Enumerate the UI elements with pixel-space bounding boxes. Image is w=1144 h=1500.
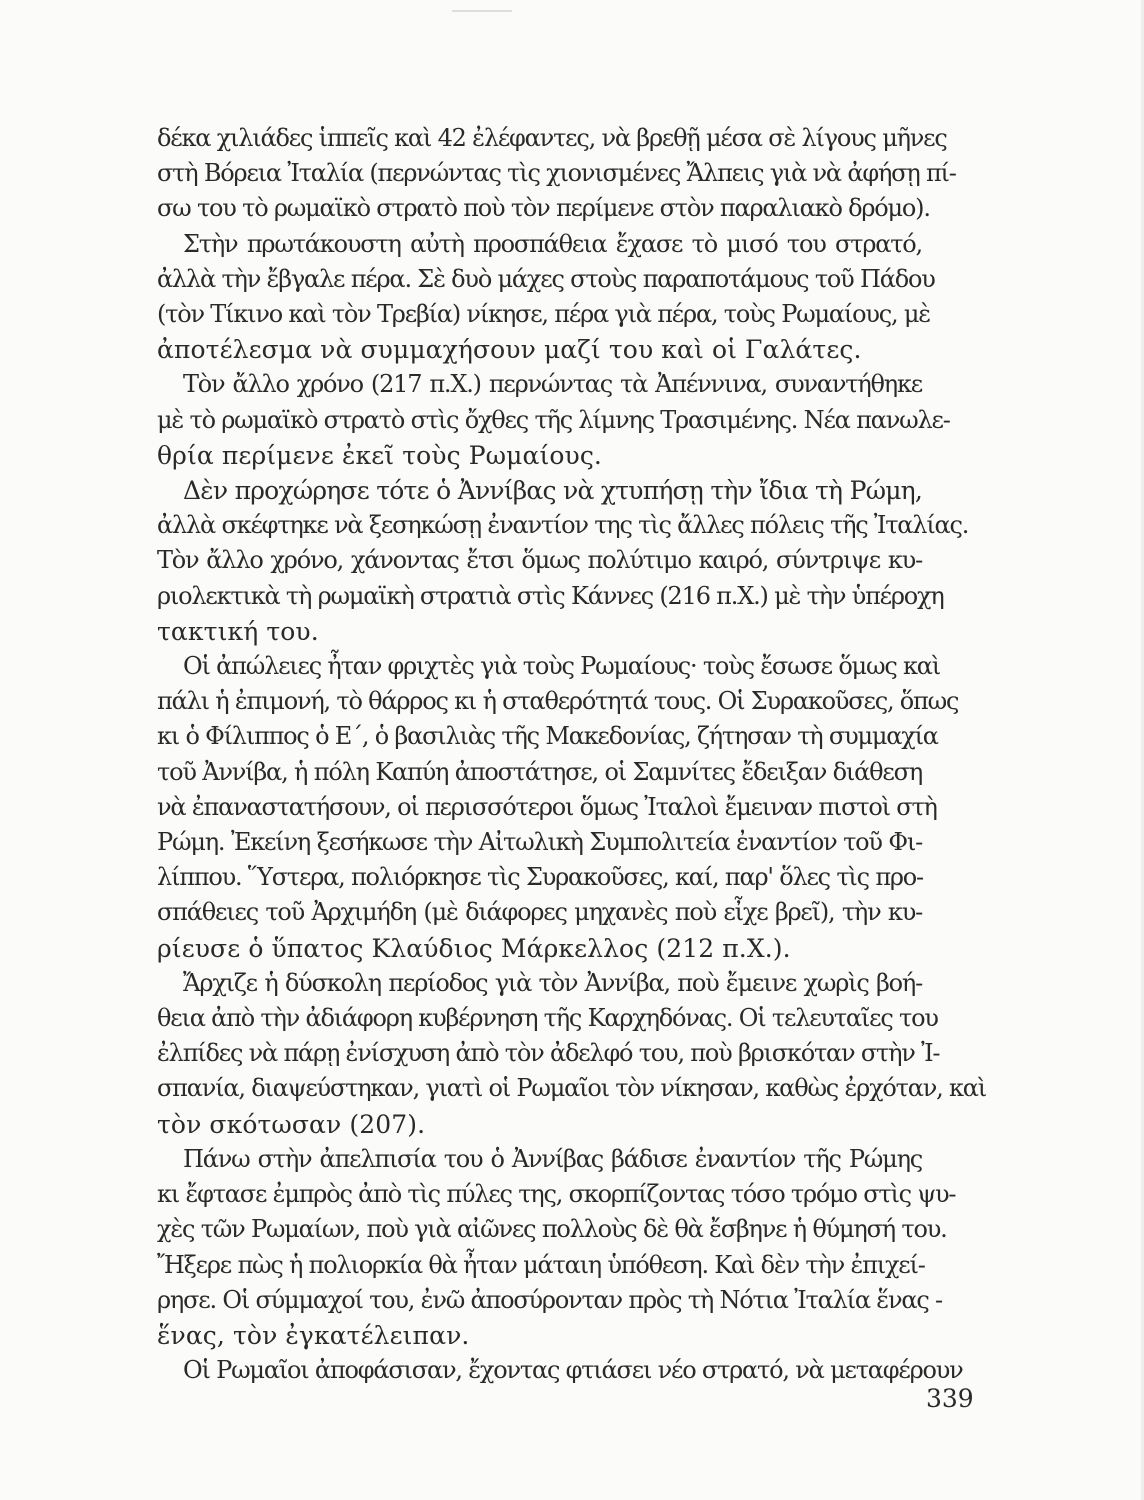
text-line: Στὴν πρωτάκουστη αὐτὴ προσπάθεια ἔχασε τὸ μισό του στρατό, bbox=[183, 229, 922, 258]
paragraph-7 bbox=[157, 1142, 956, 1353]
text-line: τοῦ Ἀννίβα, ἡ πόλη Καπύη ἀποστάτησε, οἱ Σαμνίτες ἔδειξαν διάθεση bbox=[157, 757, 922, 786]
text-line: ρίευσε ὁ ὕπατος Κλαύδιος Μάρκελλος (212 π.Χ.). bbox=[157, 933, 791, 963]
paragraph-6 bbox=[157, 966, 987, 1142]
paragraph-1 bbox=[157, 121, 956, 227]
paragraph-5 bbox=[157, 649, 959, 966]
text-line: κι ἔφτασε ἐμπρὸς ἀπὸ τὶς πύλες της, σκορπίζοντας τόσο τρόμο στὶς ψυ- bbox=[157, 1180, 956, 1209]
scan-mark bbox=[452, 10, 512, 12]
paragraph-2 bbox=[157, 227, 935, 368]
paragraph-3 bbox=[157, 367, 950, 473]
text-line: δέκα χιλιάδες ἱππεῖς καὶ 42 ἐλέφαντες, νὰ βρεθῇ μέσα σὲ λίγους μῆνες bbox=[157, 124, 947, 152]
text-line: στὴ Βόρεια Ἰταλία (περνώντας τὶς χιονισμένες Ἄλπεις γιὰ νὰ ἀφήσῃ πί- bbox=[157, 159, 956, 188]
text-line: σω του τὸ ρωμαϊκὸ στρατὸ ποὺ τὸν περίμενε στὸν παραλιακὸ δρόμο). bbox=[157, 194, 930, 223]
text-line: Τὸν ἄλλο χρόνο (217 π.Χ.) περνώντας τὰ Ἀπέννινα, συναντήθηκε bbox=[183, 370, 922, 399]
text-line: σπάθειες τοῦ Ἀρχιμήδη (μὲ διάφορες μηχανὲς ποὺ εἶχε βρεῖ), τὴν κυ- bbox=[157, 898, 922, 927]
paragraph-8 bbox=[157, 1353, 963, 1388]
text-line: (τὸν Τίκινο καὶ τὸν Τρεβία) νίκησε, πέρα γιὰ πέρα, τοὺς Ρωμαίους, μὲ bbox=[157, 300, 930, 329]
text-line: ἐλπίδες νὰ πάρῃ ἐνίσχυση ἀπὸ τὸν ἀδελφό του, ποὺ βρισκόταν στὴν Ἰ- bbox=[157, 1039, 940, 1068]
text-line: Ρώμη. Ἐκείνη ξεσήκωσε τὴν Αἰτωλικὴ Συμπολιτεία ἐναντίον τοῦ Φι- bbox=[157, 828, 922, 857]
text-line: τὸν σκότωσαν (207). bbox=[157, 1109, 426, 1139]
text-line: τακτική του. bbox=[157, 616, 319, 646]
body-text bbox=[157, 121, 987, 1388]
text-line: θρία περίμενε ἐκεῖ τοὺς Ρωμαίους. bbox=[157, 440, 602, 470]
text-line: ἀλλὰ σκέφτηκε νὰ ξεσηκώσῃ ἐναντίον της τὶς ἄλλες πόλεις τῆς Ἰταλίας. bbox=[157, 511, 969, 540]
text-line: θεια ἀπὸ τὴν ἀδιάφορη κυβέρνηση τῆς Καρχηδόνας. Οἱ τελευταῖες του bbox=[157, 1004, 938, 1033]
text-line: ρησε. Οἱ σύμμαχοί του, ἐνῶ ἀποσύρονταν πρὸς τὴ Νότια Ἰταλία ἕνας - bbox=[157, 1285, 942, 1314]
text-line: ἀποτέλεσμα νὰ συμμαχήσουν μαζί του καὶ οἱ Γαλάτες. bbox=[157, 335, 862, 365]
text-line: λίππου. Ὕστερα, πολιόρκησε τὶς Συρακοῦσες, καί, παρ' ὅλες τὶς προ- bbox=[157, 863, 923, 892]
text-line: Δὲν προχώρησε τότε ὁ Ἀννίβας νὰ χτυπήσῃ τὴν ἴδια τὴ Ρώμη, bbox=[183, 476, 922, 506]
text-line: Πάνω στὴν ἀπελπισία του ὁ Ἀννίβας βάδισε ἐναντίον τῆς Ρώμης bbox=[183, 1144, 922, 1173]
text-line: κι ὁ Φίλιππος ὁ Ε΄, ὁ βασιλιὰς τῆς Μακεδονίας, ζήτησαν τὴ συμμαχία bbox=[157, 722, 938, 751]
paragraph-4 bbox=[157, 473, 969, 649]
text-line: χὲς τῶν Ρωμαίων, ποὺ γιὰ αἰῶνες πολλοὺς δὲ θὰ ἔσβηνε ἡ θύμησή του. bbox=[157, 1215, 947, 1244]
page-number: 339 bbox=[926, 1384, 974, 1413]
text-line: Ἄρχιζε ἡ δύσκολη περίοδος γιὰ τὸν Ἀννίβα, ποὺ ἔμεινε χωρὶς βοή- bbox=[183, 968, 922, 997]
text-line: Οἱ ἀπώλειες ἦταν φριχτὲς γιὰ τοὺς Ρωμαίους· τοὺς ἔσωσε ὅμως καὶ bbox=[183, 652, 941, 681]
text-line: ριολεκτικὰ τὴ ρωμαϊκὴ στρατιὰ στὶς Κάννες (216 π.Χ.) μὲ τὴν ὑπέροχη bbox=[157, 581, 944, 610]
text-line: ἀλλὰ τὴν ἔβγαλε πέρα. Σὲ δυὸ μάχες στοὺς παραποτάμους τοῦ Πάδου bbox=[157, 264, 935, 293]
text-line: Ἤξερε πὼς ἡ πολιορκία θὰ ἦταν μάταιη ὑπόθεση. Καὶ δὲν τὴν ἐπιχεί- bbox=[157, 1250, 925, 1279]
text-line: νὰ ἐπαναστατήσουν, οἱ περισσότεροι ὅμως Ἰταλοὶ ἔμειναν πιστοὶ στὴ bbox=[157, 792, 937, 821]
text-line: μὲ τὸ ρωμαϊκὸ στρατὸ στὶς ὄχθες τῆς λίμνης Τρασιμένης. Νέα πανωλε- bbox=[157, 405, 950, 434]
text-line: Οἱ Ρωμαῖοι ἀποφάσισαν, ἔχοντας φτιάσει νέο στρατό, νὰ μεταφέρουν bbox=[183, 1356, 963, 1385]
text-line: Τὸν ἄλλο χρόνο, χάνοντας ἔτσι ὅμως πολύτιμο καιρό, σύντριψε κυ- bbox=[157, 546, 922, 575]
text-line: σπανία, διαψεύστηκαν, γιατὶ οἱ Ρωμαῖοι τὸν νίκησαν, καθὼς ἐρχόταν, καὶ bbox=[157, 1074, 987, 1103]
text-line: πάλι ἡ ἐπιμονή, τὸ θάρρος κι ἡ σταθερότητά τους. Οἱ Συρακοῦσες, ὅπως bbox=[157, 687, 959, 716]
text-line: ἕνας, τὸν ἐγκατέλειπαν. bbox=[157, 1320, 470, 1350]
